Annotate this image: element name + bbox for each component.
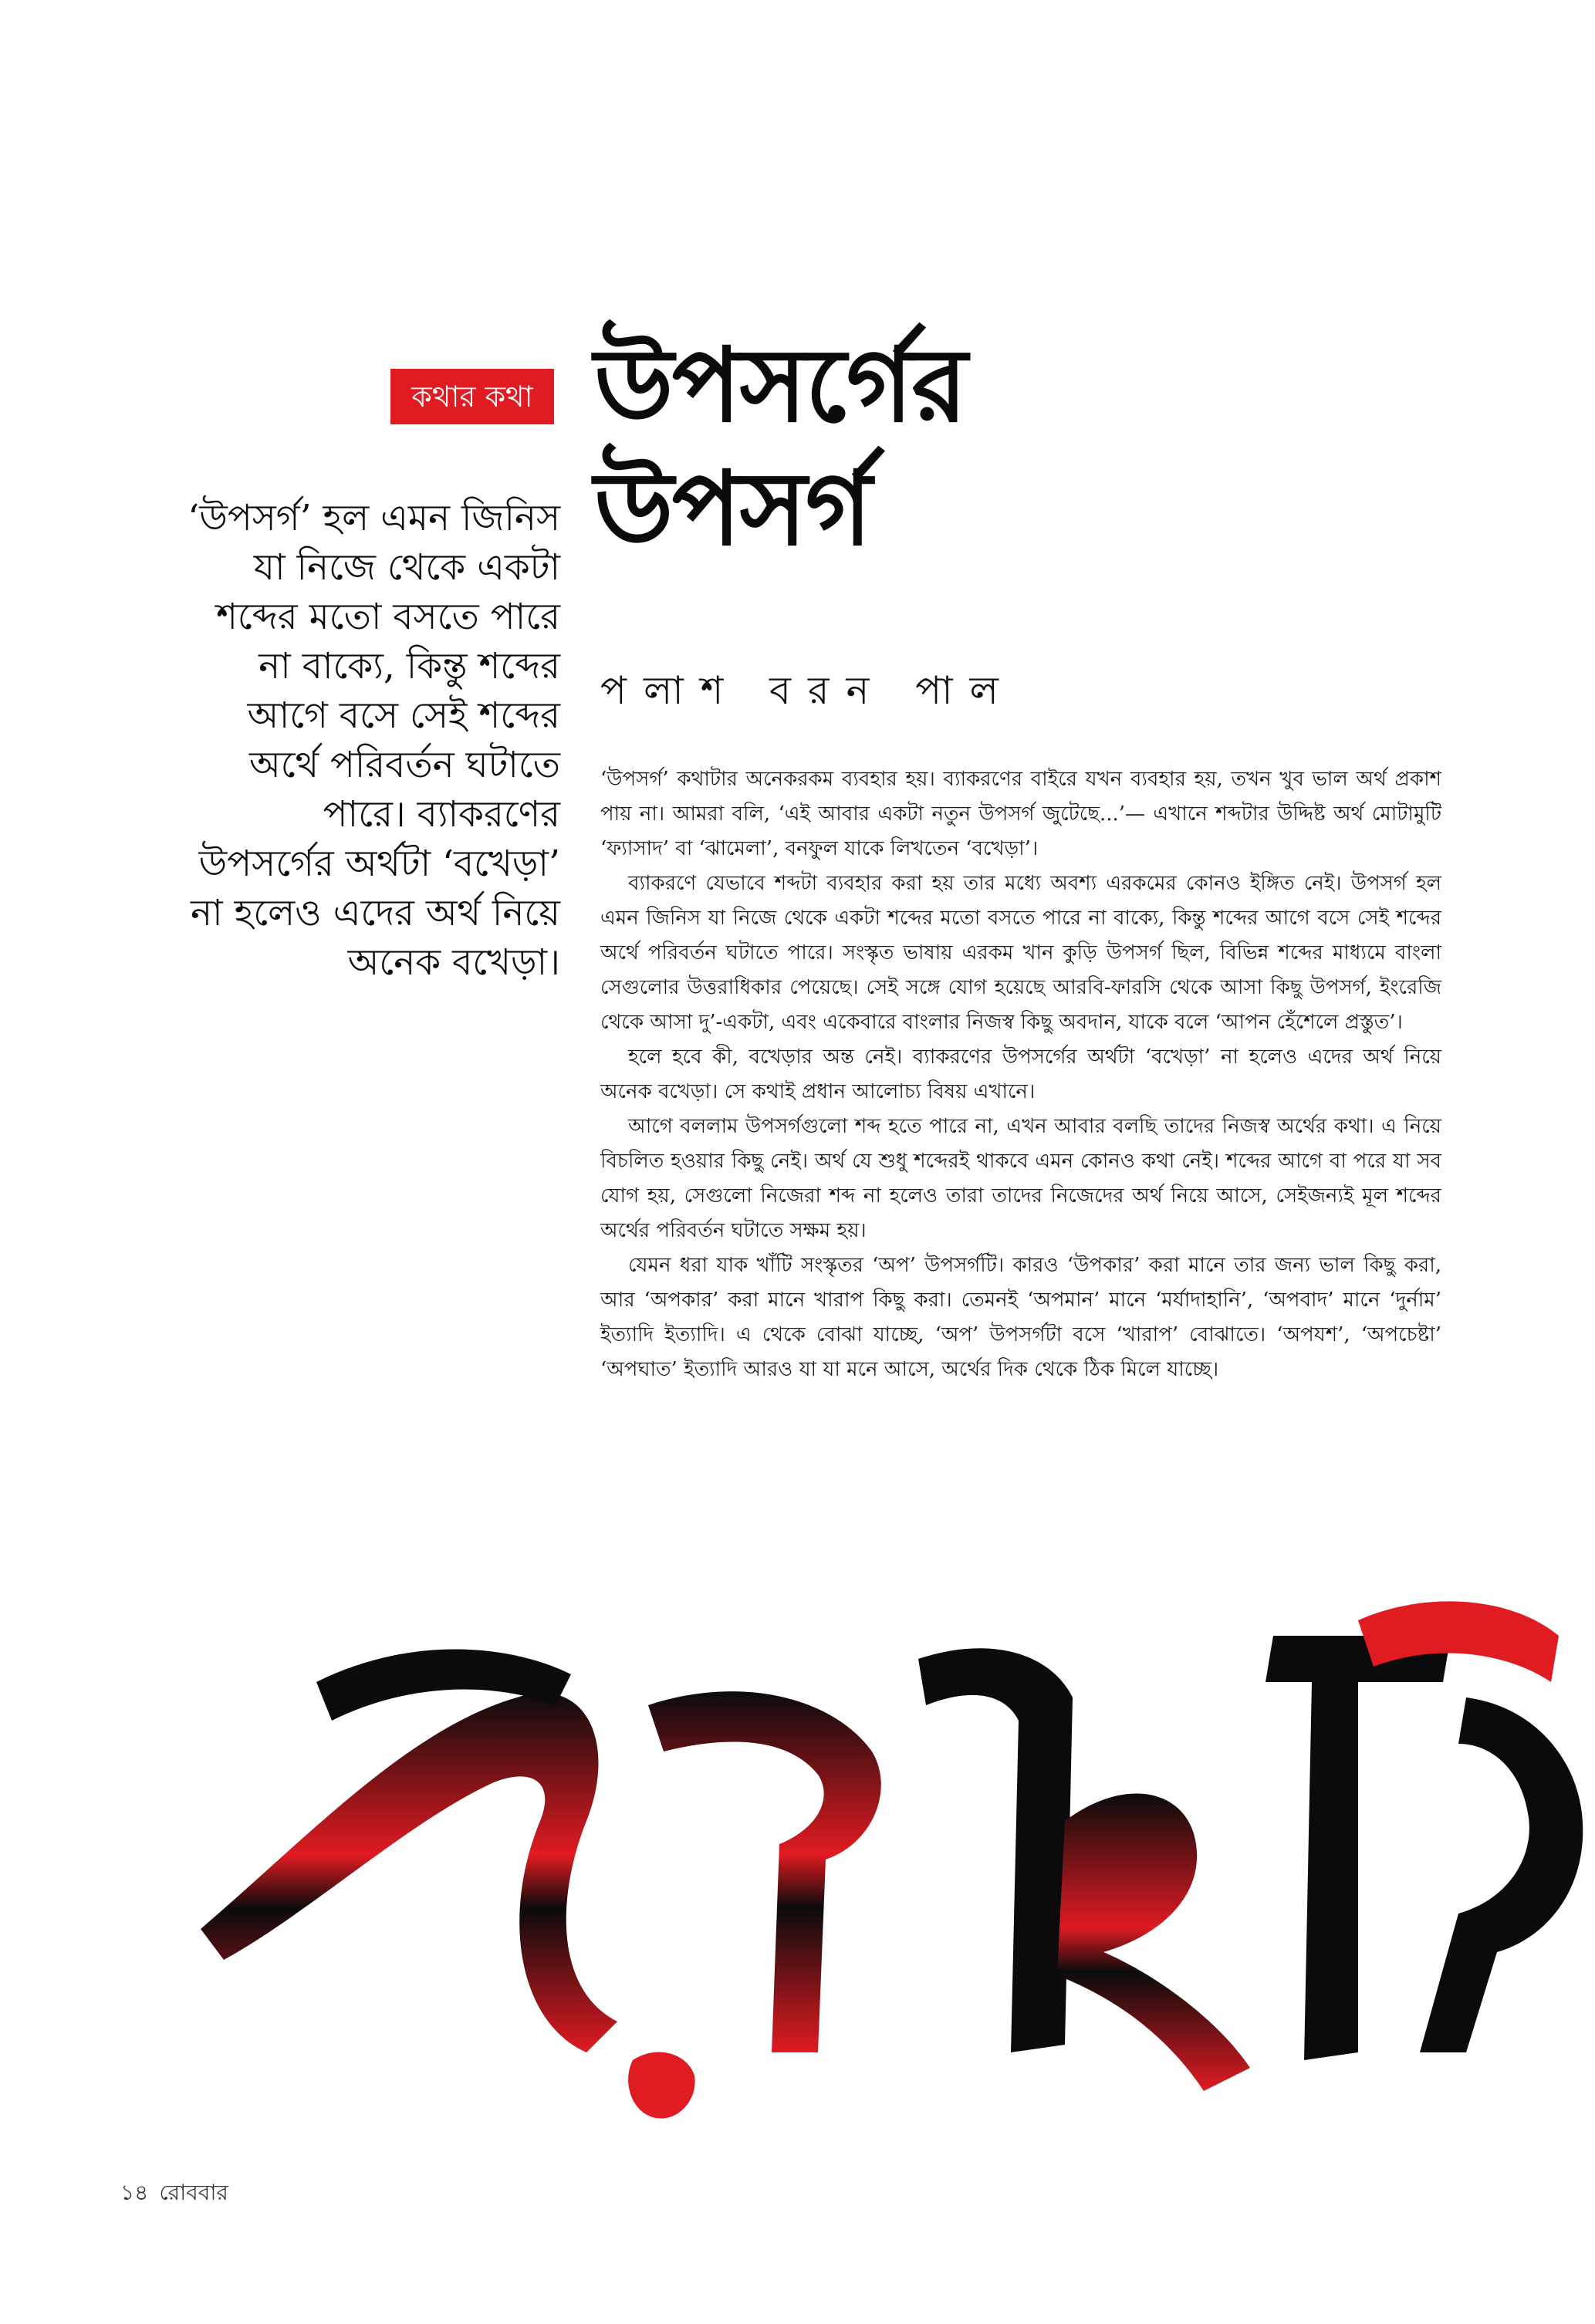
body-paragraph: ব্যাকরণে যেভাবে শব্দটা ব্যবহার করা হয় তার মধ্যে অবশ্য এরকমের কোনও ইঙ্গিত নেই। উপসর্গ হল এমন জিনিস যা নিজে থেকে একটা শব্দের মতো বসতে পারে না বাক্যে, কিন্তু শব্দের আগে বসে সেই শব্দের অর্থে পরিবর্তন ঘটাতে পারে। সংস্কৃত ভাষায় এরকম খান কুড়ি উপসর্গ ছিল, বিভিন্ন শব্দের মাধ্যমে বাংলা সেগুলোর উত্তরাধিকার পেয়েছে। সেই সঙ্গে যোগ হয়েছে আরবি-ফারসি থেকে আসা কিছু উপসর্গ, ইংরেজি থেকে আসা দু’-একটা, এবং একেবারে বাংলার নিজস্ব কিছু অবদান, যাকে বলে ‘আপন হেঁশেলে প্রস্তুত’।	[600, 872, 1441, 1034]
brush-stroke-shapes	[201, 1601, 1583, 2118]
body-paragraph: আগে বললাম উপসর্গগুলো শব্দ হতে পারে না, এখন আবার বলছি তাদের নিজস্ব অর্থের কথা। এ নিয়ে বিচলিত হওয়ার কিছু নেই। অর্থ যে শুধু শব্দেরই থাকবে এমন কোনও কথা নেই। শব্দের আগে বা পরে যা সব যোগ হয়, সেগুলো নিজেরা শব্দ না হলেও তারা তাদের নিজেদের অর্থ নিয়ে আসে, সেইজন্যই মূল শব্দের অর্থের পরিবর্তন ঘটাতে সক্ষম হয়।	[600, 1115, 1441, 1242]
article-body	[600, 762, 1441, 1387]
page-footer	[120, 2176, 239, 2212]
pull-quote: ‘উপসর্গ’ হল এমন জিনিস যা নিজে থেকে একটা শব্দের মতো বসতে পারে না বাক্যে, কিন্তু শব্দের আগে বসে সেই শব্দের অর্থে পরিবর্তন ঘটাতে পারে। ব্যাকরণের উপসর্গের অর্থটা ‘বখেড়া’ না হলেও এদের অর্থ নিয়ে অনেক বখেড়া।	[188, 497, 560, 984]
article-title	[594, 324, 1181, 571]
page-number: ১৪	[120, 2180, 149, 2205]
title-line-2: উপসর্গ	[594, 450, 871, 569]
section-tag: কথার কথা	[390, 369, 554, 424]
body-paragraph: যেমন ধরা যাক খাঁটি সংস্কৃতর ‘অপ’ উপসর্গটি। কারও ‘উপকার’ করা মানে তার জন্য ভাল কিছু করা, আর ‘অপকার’ করা মানে খারাপ কিছু করা। তেমনই ‘অপমান’ মানে ‘মর্যাদাহানি’, ‘অপবাদ’ মানে ‘দুর্নাম’ ইত্যাদি ইত্যাদি। এ থেকে বোঝা যাচ্ছে, ‘অপ’ উপসর্গটা বসে ‘খারাপ’ বোঝাতে। ‘অপযশ’, ‘অপচেষ্টা’ ‘অপঘাত’ ইত্যাদি আরও যা যা মনে আসে, অর্থের দিক থেকে ঠিক মিলে যাচ্ছে।	[600, 1254, 1441, 1381]
body-paragraph: ‘উপসর্গ’ কথাটার অনেকরকম ব্যবহার হয়। ব্যাকরণের বাইরে যখন ব্যবহার হয়, তখন খুব ভাল অর্থ প্রকাশ পায় না। আমরা বলি, ‘এই আবার একটা নতুন উপসর্গ জুটেছে...’— এখানে শব্দটার উদ্দিষ্ট অর্থ মোটামুটি ‘ফ্যাসাদ’ বা ‘ঝামেলা’, বনফুল যাকে লিখতেন ‘বখেড়া’।	[600, 768, 1441, 860]
author-name: পলাশ বরন পাল	[600, 668, 1015, 713]
calligraphy-artwork	[154, 1589, 1595, 2145]
body-paragraph: হলে হবে কী, বখেড়ার অন্ত নেই। ব্যাকরণের উপসর্গের অর্থটা ‘বখেড়া’ না হলেও এদের অর্থ নিয়ে অনেক বখেড়া। সে কথাই প্রধান আলোচ্য বিষয় এখানে।	[600, 1045, 1441, 1103]
title-line-1: উপসর্গের	[594, 326, 966, 445]
magazine-name: রোববার	[159, 2180, 228, 2205]
